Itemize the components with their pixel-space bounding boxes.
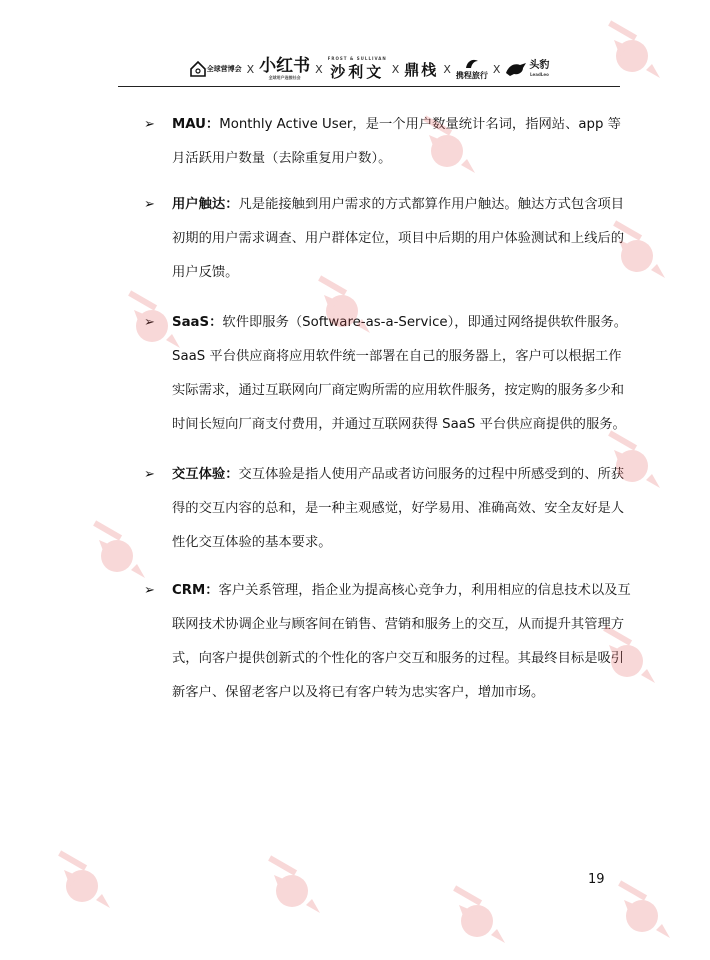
glossary-term: 交互体验: [172, 467, 226, 482]
header-divider: [118, 86, 620, 87]
arrow-bullet-icon: ➢: [144, 117, 155, 132]
glossary-item-interaction-experience: [144, 458, 634, 560]
logo-leadleo-text: 头豹: [529, 60, 550, 72]
glossary-colon: ：: [205, 583, 219, 598]
logo-separator: X: [492, 62, 501, 76]
glossary-paragraph: [172, 188, 634, 290]
logo-separator: X: [246, 62, 255, 76]
dolphin-icon: [464, 58, 480, 70]
glossary-item-mau: [144, 108, 634, 176]
logo-ctrip-text: 携程旅行: [455, 70, 488, 80]
logo-frost-sullivan: [328, 56, 387, 82]
glossary-term: MAU: [172, 117, 206, 132]
glossary-definition: 凡是能接触到用户需求的方式都算作用户触达。触达方式包含项目初期的用户需求调查、用户群体定位，项目中后期的用户体验测试和上线后的用户反馈。: [172, 197, 625, 280]
header-logo-bar: [118, 52, 620, 86]
watermark-mascot-icon: [50, 850, 120, 920]
logo-frost-sullivan-top: FROST & SULLIVAN: [327, 56, 387, 61]
arrow-bullet-icon: ➢: [144, 315, 155, 330]
logo-separator: X: [391, 62, 400, 76]
glossary-colon: ：: [205, 117, 220, 132]
glossary-term: CRM: [172, 583, 206, 598]
leopard-icon: [505, 61, 527, 77]
logo-global-expo: [189, 60, 242, 78]
logo-dingzhan: 鼎栈: [404, 60, 439, 79]
watermark-mascot-icon: [260, 855, 330, 925]
logo-global-expo-text: 全球营博会: [206, 65, 242, 73]
glossary-colon: ：: [225, 467, 239, 482]
logo-xiaohongshu: [259, 55, 311, 81]
logo-frost-sullivan-text: 沙利文: [330, 63, 385, 81]
logo-xiaohongshu-subtitle: 全球用户连接社会: [268, 74, 301, 80]
glossary-item-saas: [144, 306, 634, 442]
glossary-definition: Monthly Active User，是一个用户数量统计名词，指网站、app 等月活跃用户数量（去除重复用户数）。: [172, 117, 621, 166]
glossary-paragraph: [172, 458, 634, 560]
arrow-bullet-icon: ➢: [144, 467, 155, 482]
glossary-paragraph: [172, 306, 634, 442]
logo-separator: X: [443, 62, 451, 76]
page-number: 19: [588, 872, 605, 887]
glossary-item-user-reach: [144, 188, 634, 290]
logo-leadleo-subtitle: LeadLeo: [529, 71, 549, 77]
watermark-mascot-icon: [445, 885, 515, 955]
arrow-bullet-icon: ➢: [144, 583, 155, 598]
watermark-mascot-icon: [610, 880, 680, 950]
logo-leadleo: [505, 61, 549, 77]
glossary-colon: ：: [209, 315, 223, 330]
house-icon: [189, 60, 207, 78]
glossary-colon: ：: [225, 197, 239, 212]
logo-ctrip: [456, 58, 488, 81]
glossary-item-crm: [144, 574, 634, 710]
glossary-definition: 交互体验是指人使用产品或者访问服务的过程中所感受到的、所获得的交互内容的总和，是一种主观感觉，好学易用、准确高效、安全友好是人性化交互体验的基本要求。: [172, 467, 625, 550]
arrow-bullet-icon: ➢: [144, 197, 155, 212]
logo-xiaohongshu-text: 小红书: [259, 55, 311, 76]
glossary-definition: 客户关系管理，指企业为提高核心竞争力，利用相应的信息技术以及互联网技术协调企业与顾客间在销售、营销和服务上的交互，从而提升其管理方式，向客户提供创新式的个性化的客户交互和服务的过程。其最终目标是吸引新客户、保留老客户以及将已有客户转为忠实客户，增加市场。: [172, 583, 631, 700]
glossary-definition: 软件即服务（Software-as-a-Service），即通过网络提供软件服务。SaaS 平台供应商将应用软件统一部署在自己的服务器上，客户可以根据工作实际需求，通过互联网向厂商定购所需的应用软件服务，按定购的服务多少和时间长短向厂商支付费用，并通过互联网获得 SaaS 平台供应商提供的服务。: [172, 315, 628, 432]
glossary-term: 用户触达: [172, 197, 226, 212]
glossary-paragraph: [172, 574, 634, 710]
logo-separator: X: [315, 62, 323, 76]
glossary-term: SaaS: [172, 315, 210, 330]
glossary-paragraph: [172, 108, 634, 176]
